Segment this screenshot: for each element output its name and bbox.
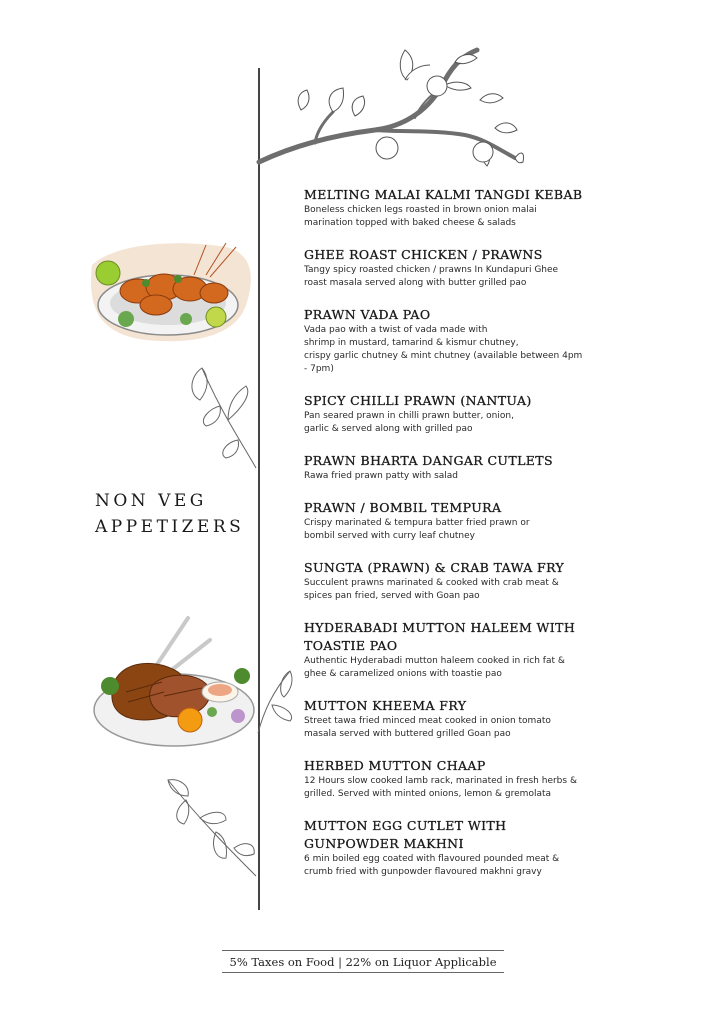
menu-item-description: Tangy spicy roasted chicken / prawns In Kundapuri Ghee roast masala served along with butter grilled pao [304,265,559,288]
menu-item-description: Pan seared prawn in chilli prawn butter, onion, garlic & served along with grilled pao [304,411,514,434]
menu-item-description: 6 min boiled egg coated with flavoured pounded meat & crumb fried with gunpowder flavoured makhni gravy [304,854,560,877]
menu-item [304,619,594,681]
tree-branch-illustration [255,40,525,175]
menu-item [304,697,594,741]
menu-item-title: MELTING MALAI KALMI TANGDI KEBAB [304,187,583,202]
menu-item [304,757,594,801]
leaf-sprig-illustration [250,665,300,735]
menu-item-title: SUNGTA (PRAWN) & CRAB TAWA FRY [304,560,565,575]
lamb-chops-plate-illustration [92,612,260,752]
menu-item [304,817,594,879]
menu-item-title: MUTTON KHEEMA FRY [304,698,467,713]
menu-item-title: PRAWN VADA PAO [304,307,431,322]
menu-item [304,452,594,483]
section-title [95,488,244,540]
menu-item-title: PRAWN BHARTA DANGAR CUTLETS [304,453,554,468]
menu-item-title: HERBED MUTTON CHAAP [304,758,486,773]
menu-item-description: 12 Hours slow cooked lamb rack, marinated in fresh herbs & grilled. Served with minted onions, lemon & gremolata [304,776,577,799]
tax-footer-note: 5% Taxes on Food | 22% on Liquor Applicable [222,950,504,973]
menu-item-description: Boneless chicken legs roasted in brown onion malai marination topped with baked cheese & salads [304,205,537,228]
menu-item-title: GHEE ROAST CHICKEN / PRAWNS [304,247,543,262]
prawn-plate-illustration [86,235,256,347]
menu-item-description: Succulent prawns marinated & cooked with crab meat & spices pan fried, served with Goan pao [304,578,559,601]
menu-item-title: MUTTON EGG CUTLET WITH GUNPOWDER MAKHNI [304,818,507,851]
section-title-line-1: NON VEG [95,491,207,511]
menu-items-list [304,186,594,895]
menu-item [304,306,594,376]
menu-item [304,186,594,230]
menu-item-title: HYDERABADI MUTTON HALEEM WITH TOASTIE PAO [304,620,576,653]
menu-item-description: Crispy marinated & tempura batter fried prawn or bombil served with curry leaf chutney [304,518,530,541]
menu-item-title: SPICY CHILLI PRAWN (NANTUA) [304,393,532,408]
menu-item-description: Vada pao with a twist of vada made with shrimp in mustard, tamarind & kismur chutney, crispy garlic chutney & mint chutney (available between 4pm - 7pm) [304,325,583,374]
menu-item-description: Rawa fried prawn patty with salad [304,471,459,481]
menu-item-description: Authentic Hyderabadi mutton haleem cooked in rich fat & ghee & caramelized onions with toastie pao [304,656,565,679]
section-title-line-2: APPETIZERS [95,517,245,537]
menu-item [304,559,594,603]
menu-item-title: PRAWN / BOMBIL TEMPURA [304,500,502,515]
menu-item [304,392,594,436]
menu-item [304,246,594,290]
menu-item [304,499,594,543]
leaf-sprig-illustration [180,360,260,470]
leaf-sprig-illustration [160,770,260,880]
menu-item-description: Street tawa fried minced meat cooked in onion tomato masala served with buttered grilled Goan pao [304,716,551,739]
